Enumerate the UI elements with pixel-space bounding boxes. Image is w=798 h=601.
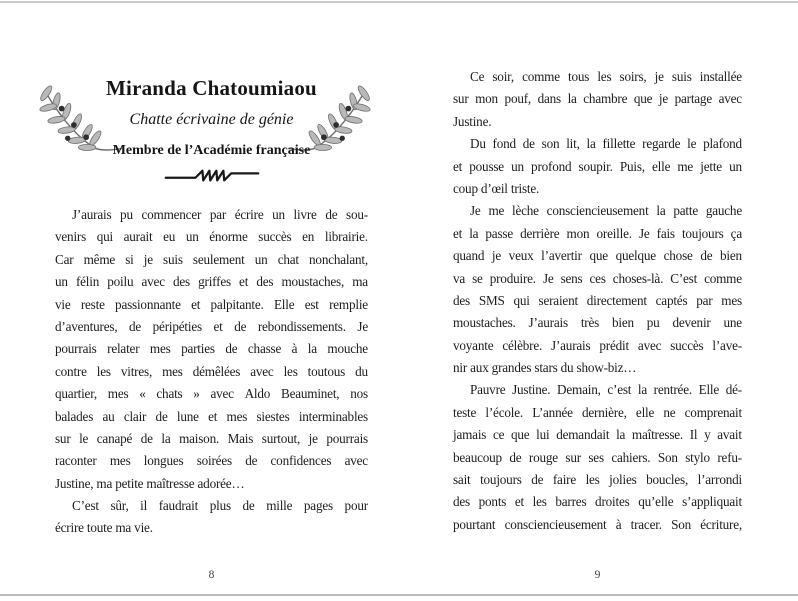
author-subtitle: Chatte écrivaine de génie [129, 111, 294, 128]
text-line: Justine. [453, 113, 492, 129]
text-line: coup d’œil triste. [453, 180, 540, 196]
text-line: beaucoup de rouge sur ses cahiers. Son stylo refu- [453, 449, 742, 465]
paragraph [453, 200, 742, 379]
right-page [453, 0, 742, 601]
page-number-left: 8 [208, 569, 215, 581]
text-line: moustaches. J’aurais très bien pu devenir une [453, 315, 742, 331]
text-line: Du fond de son lit, la fillette regarde le plafond [470, 136, 742, 152]
paragraph [55, 204, 368, 495]
text-line: des SMS qui seraient directement captés par mes [453, 292, 742, 308]
text-line: raconter mes longues soirées de confidences avec [55, 453, 368, 469]
text-line: sur le canapé de la maison. Mais surtout, je pourrais [55, 430, 368, 446]
text-line: Je me lèche consciencieusement la patte gauche [470, 203, 742, 219]
text-line: va se produire. Je sens ces choses-là. C’est comme [453, 270, 742, 286]
text-line: nir aux grandes stars du show-biz… [453, 360, 637, 376]
text-line: C’est sûr, il faudrait plus de mille pages pour [72, 498, 368, 514]
text-line: balades au clair de lune et mes siestes interminables [55, 408, 368, 424]
right-page-text [453, 66, 742, 536]
left-page-text [55, 204, 368, 540]
text-line: pourtant consciencieusement à tracer. Son écriture, [453, 516, 742, 532]
text-line: J’aurais pu commencer par écrire un livre de sou- [72, 207, 368, 222]
text-line: quand je veux l’avertir que quelque chose de bien [453, 248, 742, 264]
text-line: vie reste passionnante et palpitante. Elle est remplie [55, 296, 368, 312]
text-line: pourrais relater mes parties de chasse à la mouche [55, 341, 368, 357]
text-line: des ponts et les barres droites qu’elle s’appliquait [453, 494, 742, 510]
text-line: contre les vitres, mes démêlées avec les toutous du [55, 363, 368, 379]
text-line: Pauvre Justine. Demain, c’est la rentrée. Elle dé- [470, 382, 742, 398]
text-line: un félin poilu avec des griffes et des moustaches, ma [55, 274, 368, 290]
text-line: Ce soir, comme tous les soirs, je suis installée [470, 69, 742, 84]
author-name: Miranda Chatoumiaou [106, 76, 317, 100]
text-line: quartier, mes « chats » avec Aldo Beauminet, nos [55, 386, 368, 402]
squiggle-divider-icon [55, 166, 368, 191]
paragraph [453, 379, 742, 536]
text-line: et la passe derrière mon oreille. Je fais toujours ça [453, 225, 742, 241]
text-line: Justine, ma petite maîtresse adorée… [55, 475, 245, 491]
text-line: et pousse un profond soupir. Puis, elle me jette un [453, 158, 742, 174]
left-page [55, 0, 368, 601]
text-line: jamais ce que lui demandait la maîtresse. Il y avait [453, 427, 742, 443]
author-affiliation: Membre de l’Académie française [112, 143, 311, 158]
text-line: d’aventures, de péripéties et de rebondissements. Je [55, 318, 368, 334]
text-line: Car même si je suis seulement un chat nonchalant, [55, 251, 368, 267]
text-line: écrire toute ma vie. [55, 520, 153, 536]
page-number-right: 9 [594, 569, 601, 581]
chapter-header [55, 76, 368, 160]
paragraph [453, 133, 742, 200]
paragraph [55, 495, 368, 540]
text-line: voyante célèbre. J’aurais prédit avec succès l’ave- [453, 337, 742, 353]
text-line: sur mon pouf, dans la chambre que je partage avec [453, 91, 742, 107]
paragraph [453, 66, 742, 133]
text-line: teste l’école. L’année dernière, elle ne comprenait [453, 404, 742, 420]
text-line: sait toujours de faire les jolies boucles, l’arrondi [453, 472, 742, 488]
text-line: venirs qui aurait eu un énorme succès en librairie. [55, 229, 368, 245]
